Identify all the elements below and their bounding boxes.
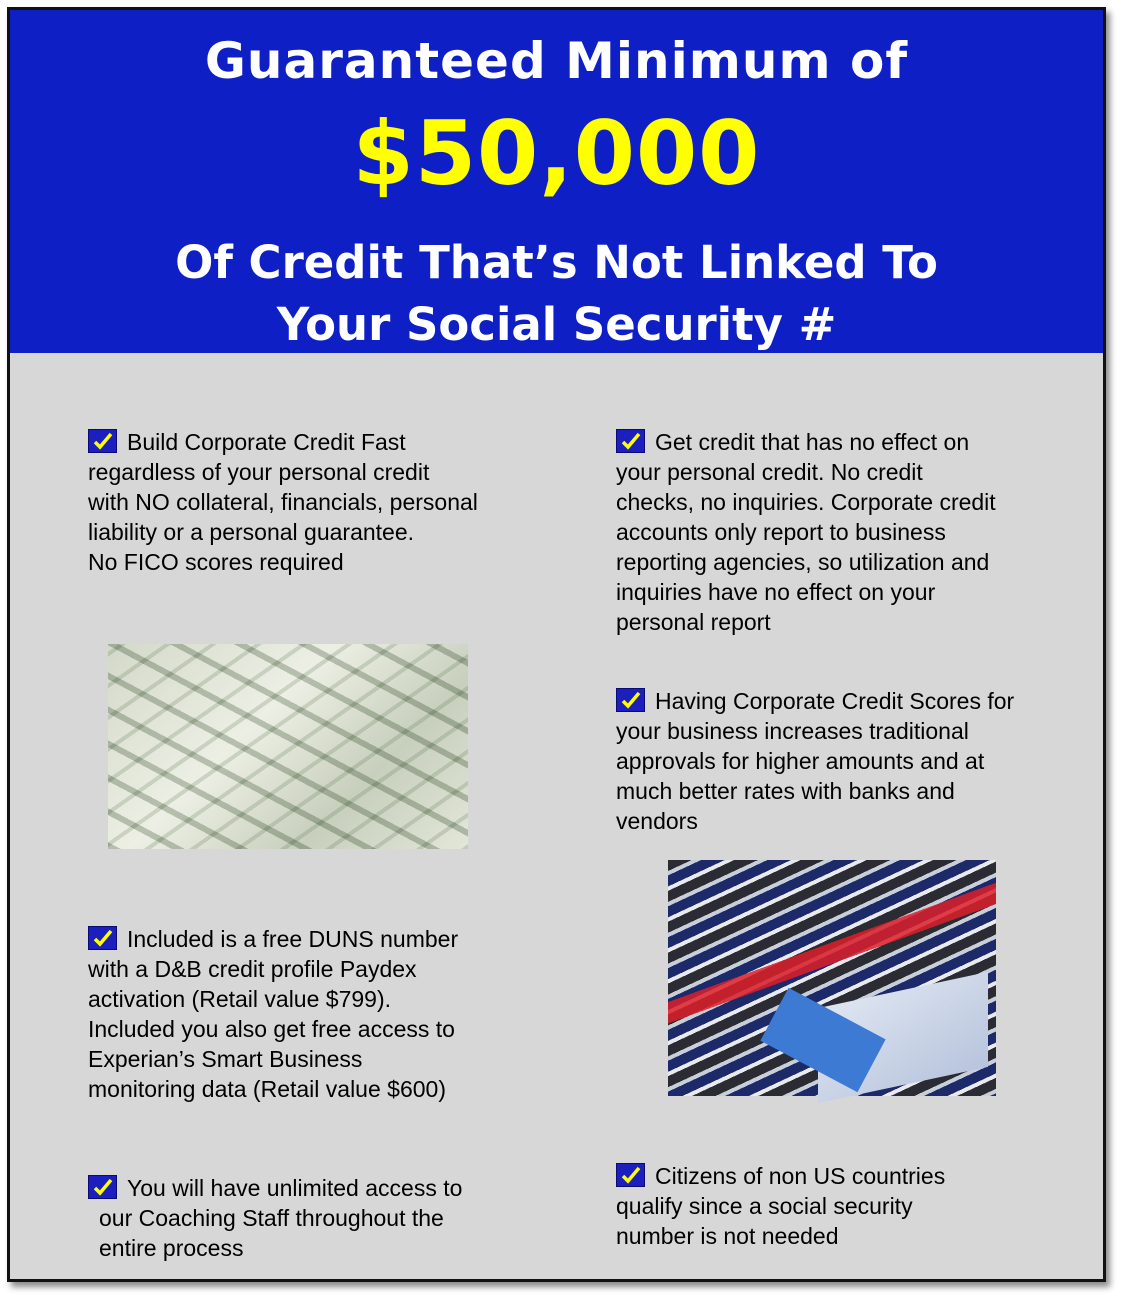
bullet-text: You will have unlimited access to <box>127 1175 463 1201</box>
checkmark-icon <box>616 1163 645 1187</box>
bullet-non-us-citizens <box>616 1161 945 1251</box>
bullet-line: vendors <box>616 808 698 834</box>
bullet-line: reporting agencies, so utilization and <box>616 549 990 575</box>
bullet-duns-number <box>88 924 458 1104</box>
checkmark-icon <box>616 429 645 453</box>
flyer-frame <box>7 7 1106 1282</box>
bullet-line <box>616 686 1014 716</box>
bullet-line: number is not needed <box>616 1223 839 1249</box>
checkmark-icon <box>88 926 117 950</box>
bullet-line: activation (Retail value $799). <box>88 986 391 1012</box>
bullet-line: personal report <box>616 609 771 635</box>
bullet-line <box>88 1173 462 1203</box>
bullet-line <box>616 427 996 457</box>
bullet-text: Included is a free DUNS number <box>127 926 459 952</box>
bullet-line: with a D&B credit profile Paydex <box>88 956 417 982</box>
bullet-line: your business increases traditional <box>616 718 969 744</box>
bullet-line: qualify since a social security <box>616 1193 913 1219</box>
bullet-text: Build Corporate Credit Fast <box>127 429 406 455</box>
bullet-line: our Coaching Staff throughout the <box>99 1205 444 1231</box>
headline-line-1: Guaranteed Minimum of <box>204 32 909 90</box>
bullet-text: Get credit that has no effect on <box>655 429 970 455</box>
bullet-line: regardless of your personal credit <box>88 459 430 485</box>
bullet-corporate-credit-scores <box>616 686 1014 836</box>
bullet-line: with NO collateral, financials, personal <box>88 489 478 515</box>
checkmark-icon <box>88 1175 117 1199</box>
bullet-line: inquiries have no effect on your <box>616 579 936 605</box>
checkmark-icon <box>88 429 117 453</box>
bullet-corporate-credit-fast <box>88 427 478 577</box>
credit-cards-image <box>668 860 996 1096</box>
bullet-text: Citizens of non US countries <box>655 1163 946 1189</box>
bullet-coaching-staff <box>88 1173 462 1263</box>
bullet-line <box>88 427 478 457</box>
headline-banner <box>10 10 1103 353</box>
headline-amount: $50,000 <box>352 102 761 205</box>
bullet-line: No FICO scores required <box>88 549 344 575</box>
bullet-line: liability or a personal guarantee. <box>88 519 415 545</box>
bullet-line: approvals for higher amounts and at <box>616 748 985 774</box>
bullet-line <box>616 1161 945 1191</box>
bullet-line: much better rates with banks and <box>616 778 955 804</box>
bullet-line: checks, no inquiries. Corporate credit <box>616 489 996 515</box>
headline-line-2: Of Credit That’s Not Linked To <box>175 236 938 289</box>
bullet-line: your personal credit. No credit <box>616 459 923 485</box>
bullet-line <box>88 924 458 954</box>
bullet-line: monitoring data (Retail value $600) <box>88 1076 446 1102</box>
bullet-line: Experian’s Smart Business <box>88 1046 363 1072</box>
bullet-text: Having Corporate Credit Scores for <box>655 688 1015 714</box>
checkmark-icon <box>616 688 645 712</box>
headline-subtitle <box>10 232 1103 356</box>
money-bills-image <box>108 644 468 849</box>
bullet-no-effect-personal-credit <box>616 427 996 637</box>
bullet-line: Included you also get free access to <box>88 1016 455 1042</box>
headline-line-3: Your Social Security # <box>276 298 837 351</box>
bullet-line: accounts only report to business <box>616 519 946 545</box>
bullet-line: entire process <box>99 1235 244 1261</box>
